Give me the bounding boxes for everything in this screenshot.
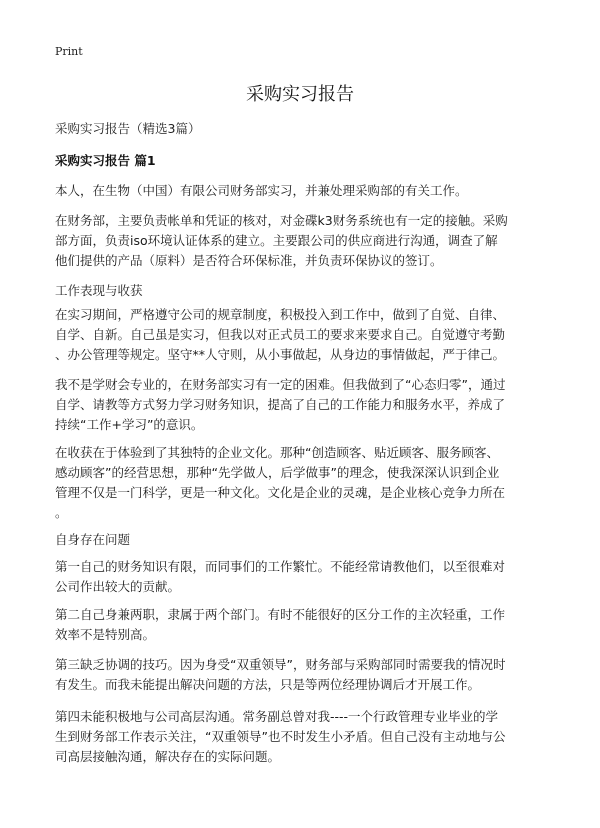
paragraph-problem-2 [55, 605, 555, 645]
paragraph-line: 第二自己身兼两职，隶属于两个部门。有时不能很好的区分工作的主次轻重，工作 [55, 607, 506, 622]
paragraph-line: 在收获在于体验到了其独特的企业文化。那种“创造顾客、贴近顾客、服务顾客、 [55, 445, 499, 460]
heading-performance: 工作表现与收获 [55, 283, 143, 298]
paragraph-line: 第三缺乏协调的技巧。因为身受“双重领导”，财务部与采购部同时需要我的情况时 [55, 657, 506, 672]
paragraph-line: 、办公管理等规定。坚守**人守则，从小事做起，从身边的事情做起，严于律己。 [55, 347, 506, 362]
section-title: 采购实习报告 篇1 [55, 153, 156, 168]
document-subtitle: 采购实习报告（精选3篇） [55, 121, 201, 136]
paragraph-line: 公司作出较大的贡献。 [55, 579, 181, 594]
paragraph-line: 生到财务部工作表示关注，“双重领导”也不时发生小矛盾。但自己没有主动地与公 [55, 729, 506, 744]
paragraph-problem-1 [55, 557, 555, 597]
paragraph-intro [55, 181, 555, 201]
paragraph-line: 第一自己的财务知识有限，而同事们的工作繁忙。不能经常请教他们，以至很难对 [55, 559, 506, 574]
paragraph-line: 第四未能积极地与公司高层沟通。常务副总曾对我----一个行政管理专业毕业的学 [55, 709, 499, 724]
paragraph-line: 持续“工作+学习”的意识。 [55, 417, 204, 432]
paragraph-line: 司高层接触沟通，解决存在的实际问题。 [55, 749, 281, 764]
paragraph-line: 我不是学财会专业的，在财务部实习有一定的困难。但我做到了“心态归零”，通过 [55, 377, 506, 392]
paragraph-line: 感动顾客”的经营思想，那种“先学做人，后学做事”的理念，使我深深认识到企业 [55, 465, 500, 480]
paragraph-line: 有发生。而我未能提出解决问题的方法，只是等两位经理协调后才开展工作。 [55, 677, 481, 692]
paragraph-line: 。 [55, 505, 68, 520]
paragraph-line: 部方面，负责iso环境认证体系的建立。主要跟公司的供应商进行沟通，调查了解 [55, 233, 498, 248]
paragraph-line: 在实习期间，严格遵守公司的规章制度，积极投入到工作中，做到了自觉、自律、 [55, 307, 506, 322]
paragraph-line: 在财务部，主要负责帐单和凭证的核对，对金碟k3财务系统也有一定的接触。采购 [55, 213, 508, 228]
paragraph-problem-3 [55, 655, 555, 695]
paragraph-line: 效率不是特别高。 [55, 627, 156, 642]
paragraph-line: 本人，在生物（中国）有限公司财务部实习，并兼处理采购部的有关工作。 [55, 183, 468, 198]
document-title: 采购实习报告 [246, 84, 354, 105]
paragraph-internship-conduct [55, 305, 555, 365]
paragraph-finance-duties [55, 211, 555, 271]
paragraph-culture [55, 443, 555, 523]
paragraph-learning [55, 375, 555, 435]
paragraph-line: 他们提供的产品（原料）是否符合环保标准，并负责环保协议的签订。 [55, 253, 443, 268]
paragraph-line: 管理不仅是一门科学，更是一种文化。文化是企业的灵魂，是企业核心竞争力所在 [55, 485, 506, 500]
print-label: Print [55, 45, 83, 58]
paragraph-line: 自学、自新。自己虽是实习，但我以对正式员工的要求来要求自己。自觉遵守考勤 [55, 327, 506, 342]
heading-problems: 自身存在问题 [55, 532, 131, 547]
paragraph-line: 自学、请教等方式努力学习财务知识，提高了自己的工作能力和服务水平，养成了 [55, 397, 506, 412]
paragraph-problem-4 [55, 707, 555, 767]
